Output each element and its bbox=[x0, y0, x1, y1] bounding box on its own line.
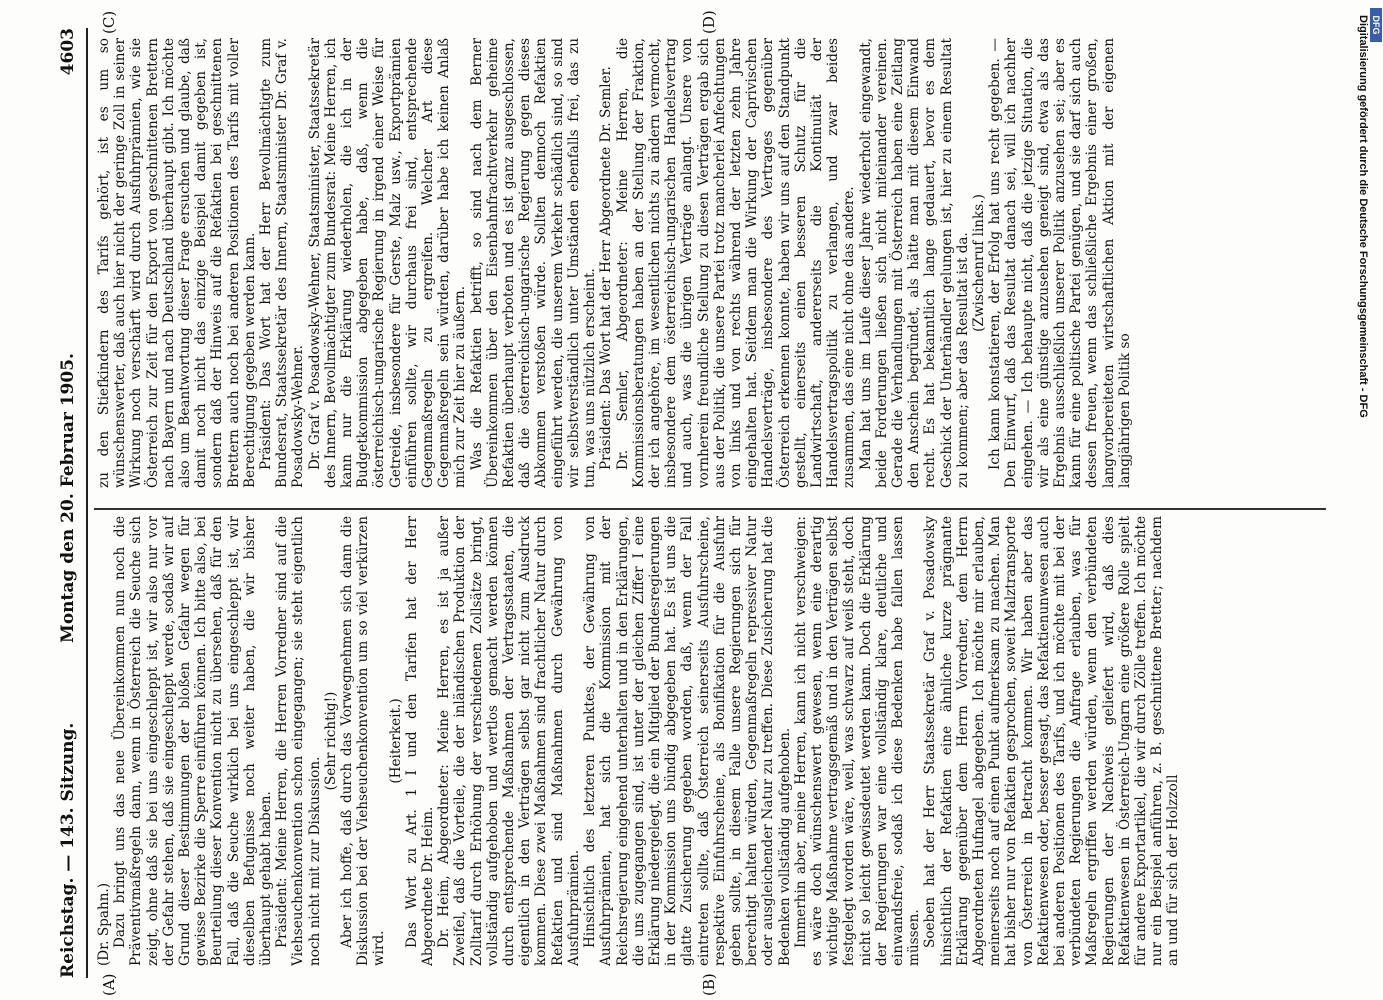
paragraph: Präsident: Meine Herren, die Herren Vorredner sind auf die Viehseuchenkonvention schon eingegangen; sie steht eigentlich noch nicht mit zur Diskussion. bbox=[274, 516, 323, 966]
margin-marker-b: (B) bbox=[700, 973, 718, 996]
paragraph: Präsident: Das Wort hat der Herr Abgeordnete Dr. Semler. bbox=[598, 66, 615, 470]
paragraph: Präsident: Das Wort hat der Herr Bevollmächtigte zum Bundesrat, Staatssekretär des Innern, Staatsminister Dr. Graf v. Posadowsky-Wehner. bbox=[258, 38, 307, 488]
header-session: Reichstag. — 143. Sitzung. bbox=[58, 722, 78, 978]
dfg-logo bbox=[1370, 8, 1382, 42]
digitization-note-text: Digitalisierung gefördert durch die Deutsche Forschungsgemeinschaft - DFG bbox=[1357, 15, 1369, 418]
right-text-column bbox=[96, 38, 1326, 488]
page-header bbox=[58, 28, 86, 978]
paragraph: Man hat uns im Laufe dieser Jahre wiederholt eingewandt, beide Forderungen ließen sich nicht miteinander vereinen. Gerade die Verhandlungen mit Österreich haben eine Zeitlang den Anschein begründet, als hätte man mit diesem Einwand recht. Es hat bekanntlich lange gedauert, bevor es dem Geschick der Unterhändler gelungen ist, hier zu einem Resultat zu kommen; aber das Resultat ist da. bbox=[857, 38, 971, 488]
paragraph: Ich kann konstatieren, der Erfolg hat uns recht gegeben. — Den Einwurf, daß das Resultat danach sei, will ich nachher eingehen. — Ich behaupte nicht, daß die jetzige Situation, die wir als eine günstige anzusehen geneigt sind, etwa als das Ergebnis ausschließlich unserer Politik anzusehen sei; aber es kann für eine politische Partei genügen, und sie darf sich auch dessen freuen, wenn das schließliche Ergebnis einer großen, langvorbereiteten wirtschaftlichen Aktion mit der eigenen langjährigen Politik so bbox=[987, 38, 1133, 488]
page-number: 4603 bbox=[58, 28, 78, 76]
header-date: Montag den 20. Februar 1905. bbox=[58, 353, 78, 643]
paragraph: Was die Refaktien betrifft, so sind nach dem Berner Übereinkommen über den Eisenbahnfrachtverkehr geheime Refaktien überhaupt verboten und es ist ganz ausgeschlossen, daß die österreichisch-ungarische Regierung gegen dieses Abkommen verstoßen würde. Sollten dennoch Refaktien eingeführt werden, die unserem Verkehr schädlich sind, so sind wir selbstverständlich unter Umständen ebenfalls frei, das zu tun, was uns nützlich erscheint. bbox=[468, 38, 599, 488]
paragraph: Soeben hat der Herr Staatssekretär Graf v. Posadowsky hinsichtlich der Refaktien eine ähnliche kurze prägnante Erklärung gegenüber dem Herrn Vorredner, dem Herrn Abgeordneten Hufnagel abgegeben. Ich möchte mir erlauben, meinerseits noch auf einen Punkt aufmerksam zu machen. Man hat bisher nur von Refaktien gesprochen, soweit Malztransporte von Österreich in Betracht kommen. Wir haben aber das Refaktienwesen oder, besser gesagt, das Refaktienunwesen auch bei anderen Positionen des Tarifs, und ich möchte mit bei der verbündeten Regierungen die Anfrage erlauben, was für Maßregeln ergriffen werden würden, wenn den verbündeten Regierungen der Nachweis geliefert wird, daß dies Refaktienwesen in Österreich-Ungarn eine größere Rolle spielt für andere Exportartikel, die wir durch Zölle treffen. Ich möchte nur ein Beispiel anführen, z. B. geschnittene Bretter; nachdem an und für sich der Holzzoll bbox=[922, 516, 1182, 966]
paragraph: (Sehr richtig!) bbox=[322, 691, 339, 791]
paragraph: Dr. Heim, Abgeordneter: Meine Herren, es ist ja außer Zweifel, daß die Vorteile, die der inländischen Produktion der Zolltarif durch Erhöhung der verschiedenen Zollsätze bringt, vollständig aufgehoben und wertlos gemacht werden können durch entsprechende Maßnahmen der Vertragsstaaten, die eigentlich in den Verträgen selbst gar nicht zum Ausdruck kommen. Diese zwei Maßnahmen sind frachtlicher Natur durch Refaktien und sind Maßnahmen durch Gewährung von Ausfuhrprämien. bbox=[436, 516, 582, 966]
column-divider bbox=[94, 509, 1326, 511]
paragraph: Dr. Semler, Abgeordneter: Meine Herren, die Kommissionsberatungen haben an der Stellung der Fraktion, der ich angehöre, im wesentlichen nichts zu ändern vermocht, insbesondere dem österreichisch-ungarischen Handelsvertrag und auch, was die übrigen Verträge anlangt. Unsere von vornherein freundliche Stellung zu diesen Verträgen ergab sich aus der Politik, die unsere Partei trotz mancherlei Anfechtungen von links und von rechts während der letzten zehn Jahre eingehalten hat. Seitdem man die Wirkung der Caprivischen Handelsverträge, insbesondere des Vertrages gegenüber Österreich erkennen konnte, haben wir uns auf den Standpunkt gestellt, einerseits einen besseren Schutz für die Landwirtschaft, andererseits die Kontinuität der Handelsvertragspolitik zu verlangen, und zwar beides zusammen, das eine nicht ohne das andere. bbox=[614, 38, 858, 488]
margin-marker-a: (A) bbox=[100, 973, 118, 996]
paragraph: Aber ich hoffe, daß durch das Vorwegnehmen sich dann die Diskussion bei der Viehseuchenkonvention um so viel verkürzen wird. bbox=[339, 516, 388, 966]
margin-marker-d: (D) bbox=[700, 10, 718, 34]
paragraph: (Heiterkeit.) bbox=[387, 698, 404, 784]
paragraph: Dr. Graf v. Posadowsky-Wehner, Staatsminister, Staatssekretär des Innern, Bevollmächtigter zum Bundesrat: Meine Herren, ich kann nur die Erklärung wiederholen, die ich in der Budgetkommission abgegeben habe, daß, wenn die österreichisch-ungarische Regierung in irgend einer Weise für Getreide, insbesondere für Gerste, Malz usw., Exportprämien einführen sollte, wir durchaus frei sind, entsprechende Gegenmaßregeln zu ergreifen. Welcher Art diese Gegenmaßregeln sein würden, darüber habe ich keinen Anlaß mich zur Zeit hier zu äußern. bbox=[306, 38, 469, 488]
paragraph: Immerhin aber, meine Herren, kann ich nicht verschweigen: es wäre doch wünschenswert gewesen, wenn eine derartig wichtige Maßnahme vertragsgemäß und in den Verträgen selbst festgelegt worden wäre, weil, was schwarz auf weiß steht, doch nicht so leicht gewissdeutet werden kann. Doch die Erklärung der Regierungen war eine vollständig klare, deutliche und einwandsfreie, sodaß ich diese Bedenken habe fallen lassen müssen. bbox=[792, 516, 923, 966]
left-text-column bbox=[96, 516, 1326, 966]
paragraph: (Zwischenruf links.) bbox=[970, 194, 987, 332]
paragraph: Dazu bringt uns das neue Übereinkommen nun noch die Präventivmaßregeln dann, wenn in Österreich die Seuche sich zeigt, ohne daß sie bei uns eingeschleppt ist, wir also nur vor der Gefahr stehen, daß sie eingeschleppt werde, sodaß wir auf Grund dieser Bestimmungen der bloßen Gefahr wegen für gewisse Bezirke die Sperre einführen können. Ich bitte also, bei Beurteilung dieser Konvention nicht zu übersehen, daß für den Fall, daß die Seuche wirklich bei uns eingeschleppt ist, wir dieselben Befugnisse noch weiter haben, die wir bisher überhaupt gehabt haben. bbox=[112, 516, 275, 966]
paragraph: zu den Stiefkindern des Tarifs gehört, ist es um so wünschenswerter, daß auch hier nicht der geringe Zoll in seiner Wirkung noch verschärft wird durch Ausfuhrprämien, wie sie Österreich zur Zeit für den Export von geschnittenen Brettern nach Bayern und nach Deutschland überhaupt gibt. Ich möchte also um Beantwortung dieser Frage ersuchen und glaube, daß damit noch nicht das einzige Beispiel damit gegeben ist, sondern daß der Hinweis auf die Refaktien bei geschnittenen Brettern auch noch bei anderen Positionen des Tarifs mit voller Berechtigung gegeben werden kann. bbox=[96, 38, 258, 488]
dfg-logo-text: DFG bbox=[1371, 15, 1381, 35]
digitization-note bbox=[1352, 15, 1374, 985]
paragraph: Das Wort zu Art. 1 I und den Tarifen hat der Herr Abgeordnete Dr. Heim. bbox=[403, 516, 437, 966]
paragraph: Hinsichtlich des letzteren Punktes, der Gewährung von Ausfuhrprämien, hat sich die Kommission mit der Reichsregierung eingehend unterhalten und in den Erklärungen, die uns zugegangen sind, ist unter der gleichen Ziffer I eine Erklärung niedergelegt, die ein Mitglied der Bundesregierungen in der Kommission uns bündig abgegeben hat. Es ist uns die glatte Zusicherung gegeben worden, daß, wenn der Fall eintreten sollte, daß Österreich seinerseits Ausfuhrscheine, respektive Einfuhrscheine, als Bonifikation für die Ausfuhr geben sollte, in diesem Falle unsere Regierungen sich für berechtigt halten würden, Gegenmaßregeln repressiver Natur oder ausgleichender Natur zu treffen. Diese Zusicherung hat die Bedenken vollständig aufgehoben. bbox=[582, 516, 793, 966]
margin-marker-c: (C) bbox=[100, 10, 118, 34]
header-rule bbox=[86, 28, 88, 978]
paragraph: (Dr. Spahn.) bbox=[96, 882, 112, 966]
